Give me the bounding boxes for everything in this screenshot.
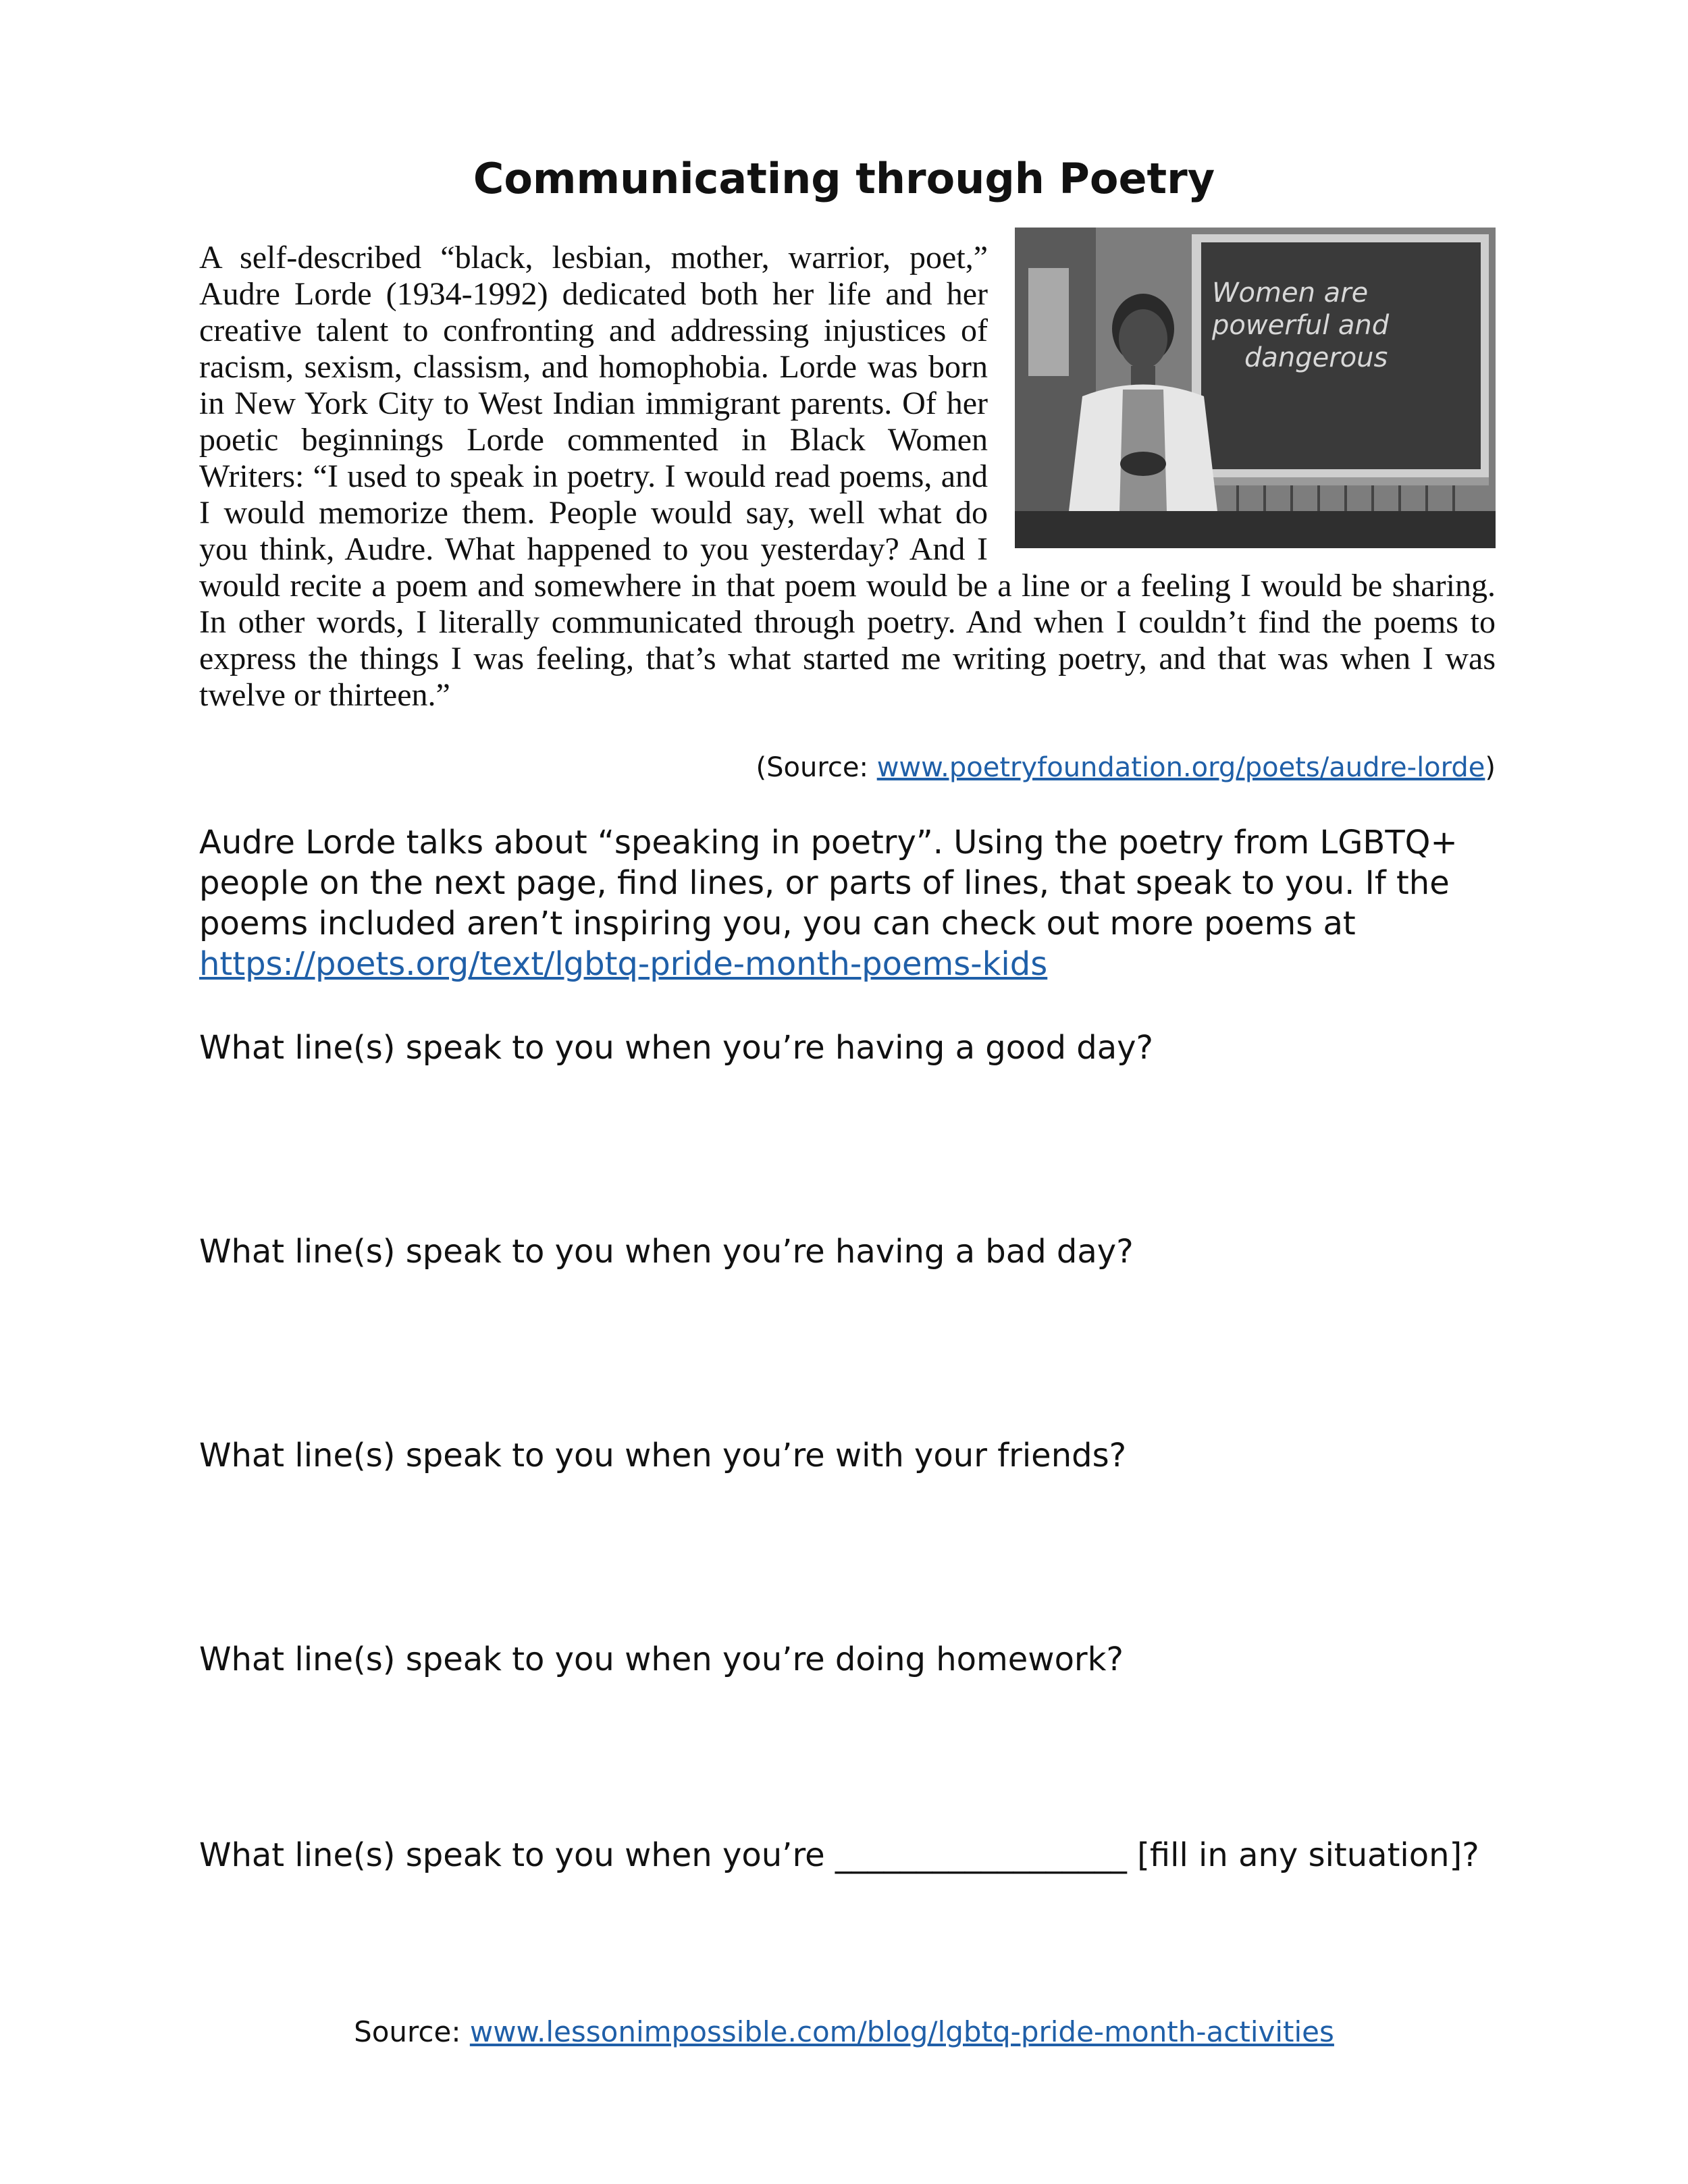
- intro-paragraph: [199, 822, 1523, 984]
- chalkboard-line-1: Women are: [1212, 277, 1369, 309]
- poetry-foundation-link[interactable]: www.poetryfoundation.org/poets/audre-lorde: [876, 752, 1485, 783]
- question-good-day: What line(s) speak to you when you’re having a good day?: [199, 1029, 1153, 1067]
- bio-text: A self-described “black, lesbian, mother, warrior, poet,” Audre Lorde (1934-1992) dedicated both her life and her creative talent to confronting and addressing injustices of racism, sexism, classism, and homophobia. Lorde was born in New York City to West Indian immigrant parents. Of her poetic beginnings Lorde commented in Black Women Writers: “I used to speak in poetry. I would read poems, and I would memorize them. People would say, well what do you think, Audre. What happened to you yesterday? And I would recite a poem and somewhere in that poem would be a line or a feeling I would be sharing. In other words, I literally communicated through poetry. And when I couldn’t find the poems to express the things I was feeling, that’s what started me writing poetry, and that was when I was twelve or thirteen.”: [199, 240, 1496, 713]
- photo-illustration: [1015, 228, 1496, 548]
- intro-text: Audre Lorde talks about “speaking in poetry”. Using the poetry from LGBTQ+ people on the next page, find lines, or parts of lines, that speak to you. If the poems included aren’t inspiring you, you can check out more poems at: [199, 824, 1458, 942]
- bio-section: [199, 240, 1496, 714]
- footer-prefix: Source:: [354, 2015, 470, 2048]
- poets-org-link[interactable]: https://poets.org/text/lgbtq-pride-month-poems-kids: [199, 945, 1048, 983]
- audre-lorde-photo: [1015, 228, 1496, 548]
- question-bad-day: What line(s) speak to you when you’re having a bad day?: [199, 1233, 1134, 1271]
- source-suffix: ): [1485, 752, 1496, 783]
- question-friends: What line(s) speak to you when you’re with your friends?: [199, 1437, 1127, 1474]
- chalkboard-line-3: dangerous: [1244, 342, 1388, 373]
- lesson-impossible-link[interactable]: www.lessonimpossible.com/blog/lgbtq-pride-month-activities: [469, 2015, 1334, 2048]
- question-homework: What line(s) speak to you when you’re doing homework?: [199, 1641, 1124, 1678]
- footer-source: [0, 2015, 1688, 2048]
- question-fill-in: What line(s) speak to you when you’re __________________ [fill in any situation]?: [199, 1836, 1479, 1874]
- source-citation: [199, 752, 1496, 783]
- page-title: Communicating through Poetry: [473, 154, 1215, 203]
- chalkboard-line-2: powerful and: [1212, 310, 1390, 341]
- source-prefix: (Source:: [756, 752, 877, 783]
